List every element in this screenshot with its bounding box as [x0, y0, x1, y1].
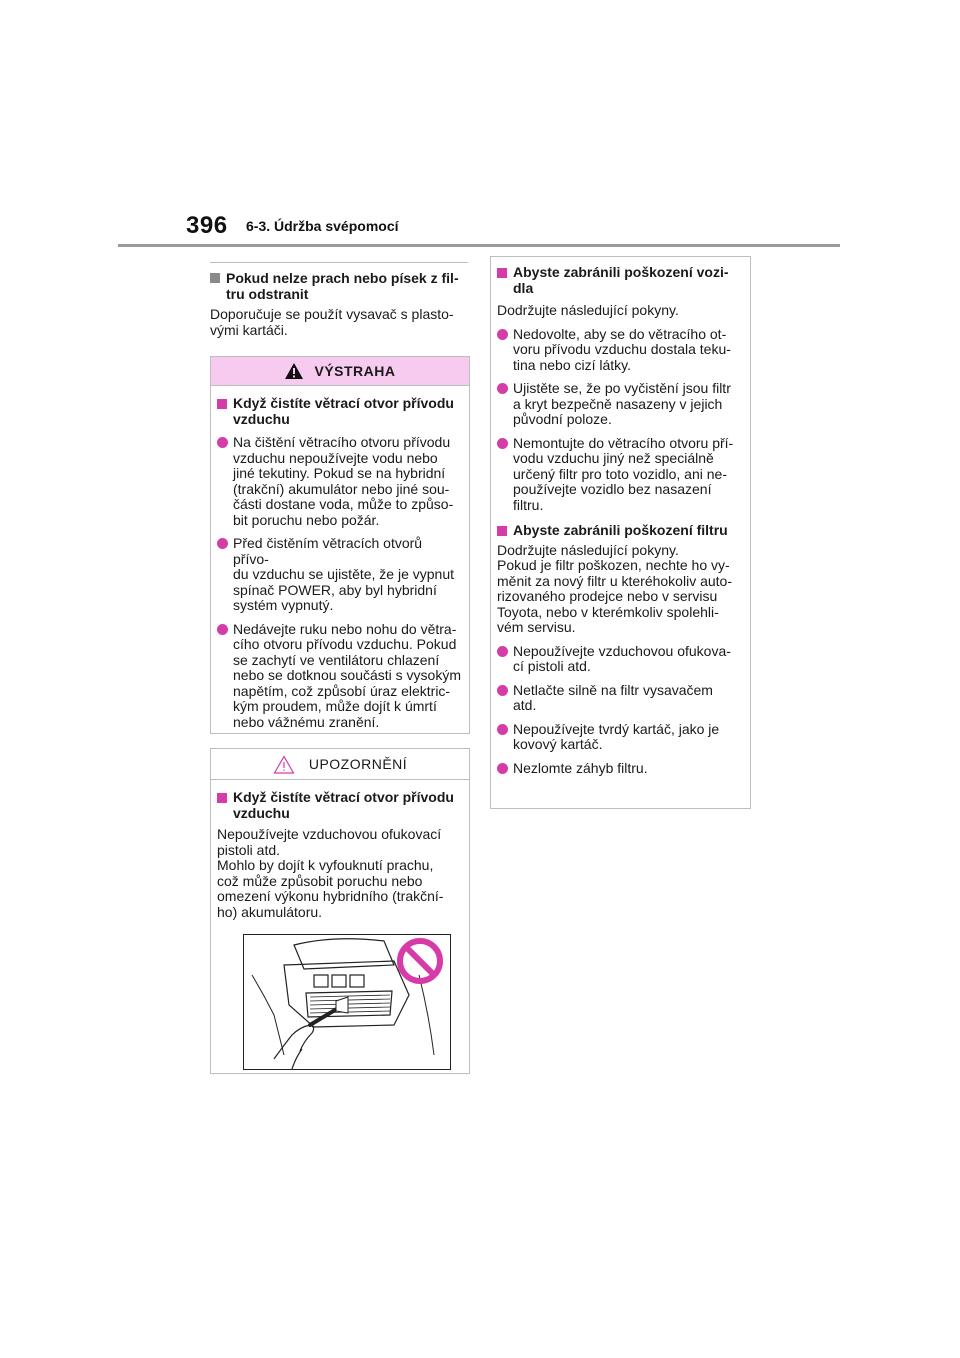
right-notice-box	[490, 256, 751, 809]
right-bullet	[497, 327, 742, 374]
caution-triangle-icon	[273, 755, 295, 774]
bullet-dot-icon	[497, 763, 508, 774]
caution-box	[210, 748, 470, 1074]
right-bullet	[497, 683, 742, 714]
left-intro	[210, 270, 472, 338]
square-bullet-icon	[497, 526, 507, 536]
warning-bullet	[217, 536, 461, 614]
intro-rule	[210, 262, 468, 263]
right-heading-vehicle	[497, 265, 742, 296]
bullet-dot-icon	[497, 438, 508, 449]
page-number: 396	[186, 212, 228, 239]
right-heading-vehicle-text: Abyste zabránili poškození vozi- dla	[513, 264, 729, 296]
caution-paragraph: Nepoužívejte vzduchovou ofukovací pistoli atd. Mohlo by dojít k vyfouknutí prachu, což může způsobit poruchu nebo omezení výkonu hybridního (trakční- ho) akumulátoru.	[217, 826, 444, 920]
square-bullet-icon	[217, 793, 227, 803]
intro-heading	[210, 270, 472, 302]
square-bullet-icon	[497, 268, 507, 278]
square-bullet-icon	[217, 399, 227, 409]
right-bullet-text: Nezlomte záhyb filtru.	[513, 759, 648, 776]
right-heading-filter-text: Abyste zabránili poškození filtru	[513, 522, 728, 538]
right-bullet-text: Nepoužívejte vzduchovou ofukova- cí pistoli atd.	[513, 642, 731, 674]
right-bullet-text: Nepoužívejte tvrdý kartáč, jako je kovový kartáč.	[513, 720, 720, 752]
header-rule	[118, 244, 840, 247]
warning-bullet-text: Nedávejte ruku nebo nohu do větra- cího otvoru přívodu vzduchu. Pokud se zachytí ve ventilátoru chlazení nebo se dotknou součásti s vysokým napětím, což způsobí úraz elektric- kým proudem, může dojít k úmrtí nebo vážnému zranění.	[233, 620, 462, 730]
caution-heading	[217, 790, 461, 821]
intro-heading-text: Pokud nelze prach nebo písek z fil- tru odstranit	[226, 270, 459, 302]
bullet-dot-icon	[497, 685, 508, 696]
bullet-dot-icon	[497, 383, 508, 394]
bullet-dot-icon	[497, 646, 508, 657]
warning-bullet	[217, 435, 461, 528]
right-bullet-text: Nemontujte do větracího otvoru pří- vodu vzduchu jiný než speciálně určený filtr pro toto vozidlo, ani ne- používejte vozidlo bez nasazení filtru.	[513, 434, 734, 513]
right-paragraph-2: Dodržujte následující pokyny. Pokud je filtr poškozen, nechte ho vy- měnit za nový filtr u kteréhokoliv auto- rizovaného prodejce nebo v servisu Toyota, nebo v kterémkoliv spolehli- vém servisu.	[497, 541, 732, 635]
caution-heading-text: Když čistíte větrací otvor přívodu vzduchu	[233, 789, 454, 821]
section-title: 6-3. Údržba svépomocí	[246, 218, 399, 234]
warning-bullet-text: Na čištění větracího otvoru přívodu vzduchu nepoužívejte vodu nebo jiné tekutiny. Pokud se na hybridní (trakční) akumulátor nebo jiné sou- části dostane voda, může to způso- bit poruchu nebo požár.	[233, 434, 454, 528]
bullet-dot-icon	[217, 624, 228, 635]
right-bullet-text: Ujistěte se, že po vyčistění jsou filtr a kryt bezpečně nasazeny v jejich původní poloze.	[513, 380, 731, 427]
warning-title: VÝSTRAHA	[314, 363, 396, 379]
warning-bullet	[217, 622, 461, 731]
right-bullet	[497, 436, 742, 514]
warning-header	[211, 357, 469, 386]
bullet-dot-icon	[497, 329, 508, 340]
right-heading-filter	[497, 523, 742, 539]
right-bullet	[497, 381, 742, 428]
intro-paragraph: Doporučuje se použít vysavač s plasto- vými kartáči.	[210, 306, 454, 338]
right-bullet-text: Nedovolte, aby se do větracího ot- voru přívodu vzduchu dostala teku- tina nebo cizí látky.	[513, 325, 731, 373]
vent-illustration-drawing	[244, 935, 450, 1069]
caution-header	[211, 749, 469, 780]
right-bullet	[497, 761, 742, 777]
warning-heading-text: Když čistíte větrací otvor přívodu vzduchu	[233, 395, 454, 427]
warning-box	[210, 356, 470, 734]
right-bullet	[497, 644, 742, 675]
vent-cleaning-illustration	[243, 934, 451, 1070]
bullet-dot-icon	[217, 437, 228, 448]
right-bullet	[497, 722, 742, 753]
warning-bullet-text: Před čistěním větracích otvorů přívo- du vzduchu se ujistěte, že je vypnut spínač POWER, aby byl hybridní systém vypnutý.	[233, 535, 455, 613]
warning-triangle-icon	[284, 362, 304, 380]
caution-title: UPOZORNĚNÍ	[308, 756, 408, 772]
square-bullet-icon	[210, 273, 220, 283]
right-bullet-text: Netlačte silně na filtr vysavačem atd.	[513, 681, 713, 713]
warning-heading	[217, 396, 461, 427]
bullet-dot-icon	[497, 724, 508, 735]
bullet-dot-icon	[217, 538, 228, 549]
right-paragraph-1: Dodržujte následující pokyny.	[497, 302, 679, 318]
